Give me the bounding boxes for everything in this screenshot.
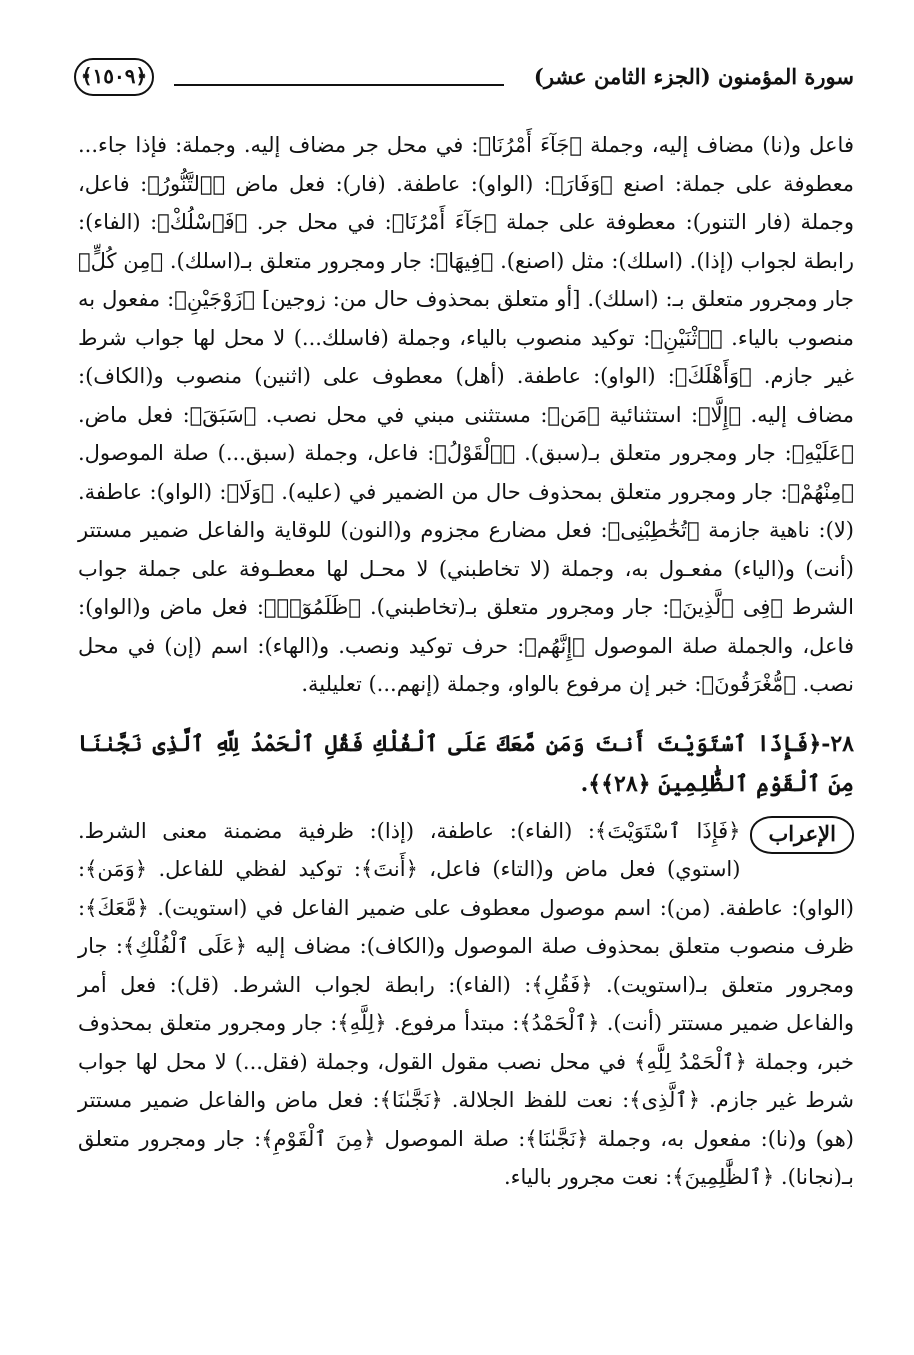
header-rule bbox=[174, 84, 504, 86]
quran-verse-28: ٢٨-﴿فَإِذَا ٱسْتَوَيْتَ أَنتَ وَمَن مَّعَكَ عَلَى ٱلْفُلْكِ فَقُلِ ٱلْحَمْدُ لِلَّهِ ٱلَّذِى نَجَّىٰنَا مِنَ ٱلْقَوْمِ ٱلظَّٰلِمِينَ ﴿٢٨﴾﴾. bbox=[78, 730, 854, 797]
page-header bbox=[74, 58, 854, 100]
i3rab-section bbox=[78, 812, 854, 1197]
running-title: سورة المؤمنون (الجزء الثامن عشر) bbox=[533, 64, 854, 89]
paragraph-tafsir: فاعل و(نا) مضاف إليه، وجملة ﴿جَآءَ أَمْرُنَا﴾: في محل جر مضاف إليه. وجملة: فإذا جاء... معطوفة على جملة: اصنع ﴿وَفَارَ﴾: (الواو): عاطفة. (فار): فعل ماض ﴿ٱلتَّنُّورُ﴾: فاعل، وجملة (فار التنور): معطوفة على جملة ﴿جَآءَ أَمْرُنَا﴾: في محل جر. ﴿فَٱسْلُكْ﴾: (الفاء): رابطة لجواب (إذا). (اسلك): مثل (اصنع). ﴿فِيهَا﴾: جار ومجرور متعلق بـ(اسلك). ﴿مِن كُلٍّ﴾ جار ومجرور متعلق بـ: (اسلك). [أو متعلق بمحذوف حال من: زوجين] ﴿زَوْجَيْنِ﴾: مفعول به منصوب بالياء. ﴿ٱثْنَيْنِ﴾: توكيد منصوب بالياء، وجملة (فاسلك...) لا محل لها جواب شرط غير جازم. ﴿وَأَهْلَكَ﴾: (الواو): عاطفة. (أهل) معطوف على (اثنين) منصوب و(الكاف): مضاف إليه. ﴿إِلَّا﴾: استثنائية ﴿مَن﴾: مستثنى مبني في محل نصب. ﴿سَبَقَ﴾: فعل ماض. ﴿عَلَيْهِ﴾: جار ومجرور متعلق بـ(سبق). ﴿ٱلْقَوْلُ﴾: فاعل، وجملة (سبق...) صلة الموصول. ﴿مِنْهُمْ﴾: جار ومجرور متعلق بمحذوف حال من الضمير في (عليه). ﴿وَلَا﴾: (الواو): عاطفة. (لا): ناهية جازمة ﴿تُخَٰطِبْنِى﴾: فعل مضارع مجزوم و(النون) للوقاية والفاعل ضمير مستتر (أنت) و(الياء) مفعـول به، وجملة (لا تخاطبني) لا محـل لها معطـوفة على جملة جواب الشرط ﴿فِى ٱلَّذِينَ﴾: جار ومجرور متعلق بـ(تخاطبني). ﴿ظَلَمُوٓا۟﴾: فعل ماض و(الواو): فاعل، والجملة صلة الموصول ﴿إِنَّهُم﴾: حرف توكيد ونصب. و(الهاء): اسم (إن) في محل نصب. ﴿مُّغْرَقُونَ﴾: خبر إن مرفوع بالواو، وجملة (إنهم...) تعليلية. bbox=[78, 133, 854, 696]
i3rab-text: ﴿فَإِذَا ٱسْتَوَيْتَ﴾: (الفاء): عاطفة، (إذا): ظرفية مضمنة معنى الشرط. (استوي) فعل ماض و(التاء) فاعل، ﴿أَنتَ﴾: توكيد لفظي للفاعل. ﴿وَمَن﴾: (الواو): عاطفة. (من): اسم موصول معطوف على ضمير الفاعل في (استويت). ﴿مَّعَكَ﴾: ظرف منصوب متعلق بمحذوف صلة الموصول و(الكاف): مضاف إليه ﴿عَلَى ٱلْفُلْكِ﴾: جار ومجرور متعلق بـ(استويت). ﴿فَقُلِ﴾: (الفاء): رابطة لجواب الشرط. (قل): فعل أمر والفاعل ضمير مستتر (أنت). ﴿ٱلْحَمْدُ﴾: مبتدأ مرفوع. ﴿لِلَّهِ﴾: جار ومجرور متعلق بمحذوف خبر، وجملة ﴿ٱلْحَمْدُ لِلَّهِ﴾ في محل نصب مقول القول، وجملة (فقل...) لا محل لها جواب شرط غير جازم. ﴿ٱلَّذِى﴾: نعت للفظ الجلالة. ﴿نَجَّىٰنَا﴾: فعل ماض والفاعل ضمير مستتر (هو) و(نا): مفعول به، وجملة ﴿نَجَّىٰنَا﴾: صلة الموصول ﴿مِنَ ٱلْقَوْمِ﴾: جار ومجرور متعلق بـ(نجانا). ﴿ٱلظَّٰلِمِينَ﴾: نعت مجرور بالياء. bbox=[78, 818, 854, 1189]
i3rab-label-badge: الإعراب bbox=[750, 816, 854, 854]
page-body bbox=[78, 126, 854, 1197]
page-number-badge: ﴿١٥٠٩﴾ bbox=[74, 58, 154, 96]
